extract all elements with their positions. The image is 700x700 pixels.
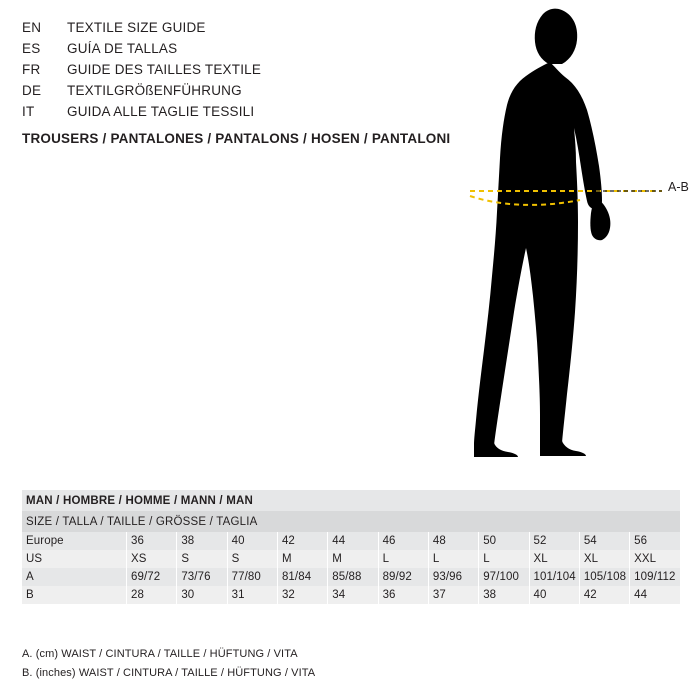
cell-us-6: L xyxy=(428,550,478,568)
language-code-en: EN xyxy=(22,20,42,35)
language-title-it: GUIDA ALLE TAGLIE TESSILI xyxy=(67,104,255,119)
garment-type-line: TROUSERS / PANTALONES / PANTALONS / HOSEN / PANTALONI xyxy=(22,131,451,146)
cell-a-5: 89/92 xyxy=(378,568,428,586)
cell-europe-10: 56 xyxy=(630,532,680,550)
cell-a-8: 101/104 xyxy=(529,568,579,586)
cell-us-2: S xyxy=(227,550,277,568)
footnote-b: B. (inches) WAIST / CINTURA / TAILLE / HÜFTUNG / VITA xyxy=(22,667,316,679)
language-code-de: DE xyxy=(22,83,42,98)
cell-us-9: XL xyxy=(579,550,629,568)
cell-a-3: 81/84 xyxy=(277,568,327,586)
cell-a-0: 69/72 xyxy=(127,568,177,586)
language-title-es: GUÍA DE TALLAS xyxy=(67,41,178,56)
language-row-de xyxy=(22,83,492,104)
cell-europe-6: 48 xyxy=(428,532,478,550)
row-label-a: A xyxy=(22,568,127,586)
measure-label-ab: A-B xyxy=(668,180,689,194)
cell-a-4: 85/88 xyxy=(328,568,378,586)
cell-a-7: 97/100 xyxy=(479,568,529,586)
size-table xyxy=(22,532,680,604)
cell-b-6: 37 xyxy=(428,586,478,604)
cell-europe-4: 44 xyxy=(328,532,378,550)
table-row xyxy=(22,568,680,586)
cell-b-0: 28 xyxy=(127,586,177,604)
illustration-area xyxy=(430,0,700,480)
cell-europe-8: 52 xyxy=(529,532,579,550)
cell-us-0: XS xyxy=(127,550,177,568)
footnotes-block xyxy=(22,648,315,686)
cell-us-10: XXL xyxy=(630,550,680,568)
cell-b-7: 38 xyxy=(479,586,529,604)
cell-us-8: XL xyxy=(529,550,579,568)
cell-b-9: 42 xyxy=(579,586,629,604)
cell-us-5: L xyxy=(378,550,428,568)
footnote-a: A. (cm) WAIST / CINTURA / TAILLE / HÜFTUNG / VITA xyxy=(22,648,298,660)
language-title-de: TEXTILGRÖßENFÜHRUNG xyxy=(67,83,242,98)
language-code-it: IT xyxy=(22,104,35,119)
cell-b-3: 32 xyxy=(277,586,327,604)
cell-europe-2: 40 xyxy=(227,532,277,550)
table-row xyxy=(22,532,680,550)
language-title-en: TEXTILE SIZE GUIDE xyxy=(67,20,206,35)
cell-europe-0: 36 xyxy=(127,532,177,550)
cell-europe-7: 50 xyxy=(479,532,529,550)
cell-b-5: 36 xyxy=(378,586,428,604)
cell-a-1: 73/76 xyxy=(177,568,227,586)
table-column-header: SIZE / TALLA / TAILLE / GRÖSSE / TAGLIA xyxy=(22,511,680,532)
cell-europe-5: 46 xyxy=(378,532,428,550)
row-label-b: B xyxy=(22,586,127,604)
cell-a-9: 105/108 xyxy=(579,568,629,586)
language-title-fr: GUIDE DES TAILLES TEXTILE xyxy=(67,62,262,77)
language-code-fr: FR xyxy=(22,62,41,77)
cell-us-1: S xyxy=(177,550,227,568)
cell-europe-3: 42 xyxy=(277,532,327,550)
cell-a-2: 77/80 xyxy=(227,568,277,586)
table-row xyxy=(22,550,680,568)
cell-b-10: 44 xyxy=(630,586,680,604)
cell-europe-1: 38 xyxy=(177,532,227,550)
table-row xyxy=(22,586,680,604)
cell-b-8: 40 xyxy=(529,586,579,604)
cell-us-3: M xyxy=(277,550,327,568)
language-row-en xyxy=(22,20,492,41)
size-table-zone xyxy=(22,490,680,604)
cell-b-2: 31 xyxy=(227,586,277,604)
cell-b-1: 30 xyxy=(177,586,227,604)
language-row-it xyxy=(22,104,492,125)
language-code-es: ES xyxy=(22,41,41,56)
language-title-block xyxy=(22,20,492,125)
table-group-header: MAN / HOMBRE / HOMME / MANN / MAN xyxy=(22,490,680,511)
row-label-us: US xyxy=(22,550,127,568)
cell-b-4: 34 xyxy=(328,586,378,604)
cell-us-7: L xyxy=(479,550,529,568)
standing-man-silhouette-icon xyxy=(430,0,700,480)
cell-us-4: M xyxy=(328,550,378,568)
cell-a-6: 93/96 xyxy=(428,568,478,586)
cell-europe-9: 54 xyxy=(579,532,629,550)
language-row-es xyxy=(22,41,492,62)
row-label-europe: Europe xyxy=(22,532,127,550)
language-row-fr xyxy=(22,62,492,83)
cell-a-10: 109/112 xyxy=(630,568,680,586)
